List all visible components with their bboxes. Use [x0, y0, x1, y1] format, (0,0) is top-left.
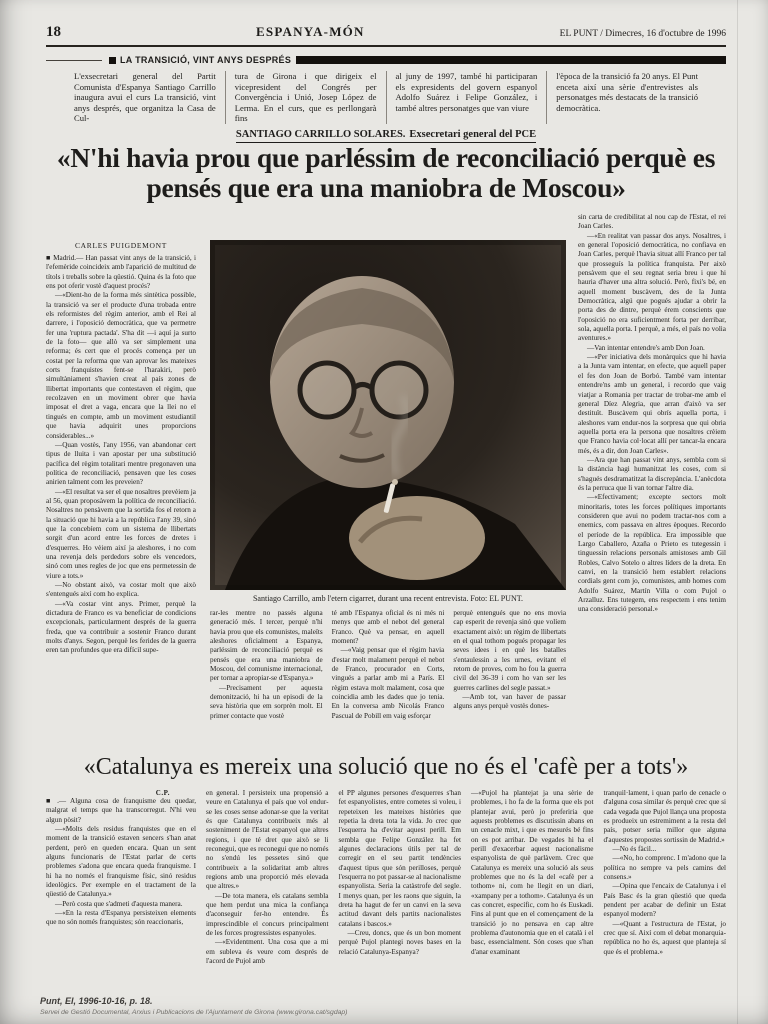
article2-column-5 [604, 789, 727, 1009]
article2-column-3 [339, 789, 462, 1009]
article-middle-columns [210, 609, 566, 735]
article2-column-2 [206, 789, 329, 1009]
photo-figure [210, 240, 566, 609]
article2-column-4-text: —«Pujol ha plantejat ja una sèrie de problemes, i ho fa de la forma que els pot plantejar avui, però jo preferiria que aquests problemes es discutissin abans en un cenacle mixt, i que es mesurés bé fins on es pot arribar. De vegades hi ha el perill d'exacerbar aquest nacionalisme espanyolista de què parlàvem. Crec que Catalunya es mereix una solució als seus problemes que no és la del «cafè per a tothom» ni, com he llegit en un diari, «xampany per a tothom». Catalunya és un cas concret, específic, com ho és Euskadi. Fins al punt que en el començament de la transició jo no pensava en cap altre problema d'autonomia que en el català i el basc, essencialment. Són coses que s'han d'anar examinant [471, 788, 594, 956]
kicker [46, 129, 726, 140]
series-bar [46, 55, 726, 65]
black-square-icon [109, 57, 116, 64]
article2-column-2-text: en general. I persisteix una propensió a veure en Catalunya el país que vol endur-se les coses sense adonar-se que la veritat és que Catalunya contribueix més al sosteniment de l'Estat espanyol que altres regions, i que té dret que això se li reconegui, que es reconegui que no només no s'endú les pessetes sinó que contribueix a la solidaritat amb altres regions amb una proporció més elevada que altres.» —De tota manera, els catalans sembla que hem perdut una mica la confiança d'aconseguir fer-ho entendre. És imprescindible el concurs principalment de les forces progressistes espanyoles. —«Evidentment. Una cosa que a mi em subleva és veure com després de l'acord de Pujol amb [206, 788, 329, 966]
archive-footer [40, 996, 728, 1016]
series-label-text: LA TRANSICIÓ, VINT ANYS DESPRÉS [120, 55, 292, 65]
series-label [109, 55, 291, 65]
byline: CARLES PUIGDEMONT [74, 240, 168, 250]
article2-column-4 [471, 789, 594, 1009]
article-column-1-text: ■ Madrid.— Han passat vint anys de la transició, i l'efemèride coincideix amb l'aparició de multitud de títols i treballs sobre la qüestió. Quina és la foto que ens pot oferir vostè d'aquest procés? —«Dient-ho de la forma més sintètica possible, la transició va ser el producte d'una trobada entre els reformistes del règim anterior, amb el Rei al darrere, i l'oposició democràtica, que va permetre fer una 'ruptura pactada'. S'ha dit —i aquí ja surto de la foto— que allò va ser simplement una reforma; és cert que el procés comença per un costat per la reforma que van aprovar les mateixes corts franquistes fent-se l'harakiri, però simultàniament s'havien creat al país zones de llibertat importants que contestaven el règim, que recolzaven en un moviment obrer que havia imposat el dret a vaga, encara que la llei no el tingués en compte, amb un moviment estudiantil que havia adquirit unes proporcions considerables...» —Quan vostès, l'any 1956, van abandonar cert tipus de lluita i van apostar per una substitució pacífica del règim totalitari mentre pregonaven una política de reconciliació, pensaven que les coses anirien talment com les preveien? —«El resultat va ser el que nosaltres prevèiem ja al 56, quan proposàvem la política de reconciliació. Nosaltres no pensàvem que la sortida fos el retorn a la situació que hi havia a la república l'any 39, sinó que la concebíem com un sistema de llibertats sorgit d'un acord entre les forces de dretes i d'esquerres. Ho vèiem així ja aleshores, i no com una revenja dels perdedors sobre els vencedors, sinó com unes regles de joc que ens permetessin de viure a tots.» —No obstant això, va costar molt que això s'entengués així com ho explica. —«Va costar vint anys. Primer, perquè la dictadura de Franco es va beneficiar de condicions excepcionals, particularment després de la guerra freda, que va contribuir a sostenir Franco durant molts d'anys. Segon, perquè les ferides de la guerra eren tan profundes que era difícil supe- [46, 253, 196, 655]
lead-column-3: al juny de 1997, també hi participaran els expresidents del govern espanyol Adolfo Suárez i Felipe González, i també altres personatges que van viure [387, 71, 548, 124]
article-column-2: rar-les mentre no passés alguna generació més. I tercer, perquè n'hi havia prou que els comunistes, maleïts aleshores oficialment a Espanya, parléssim de reconciliació perquè es pensés que era una maniobra de Moscou, del comunisme internacional, per tornar a apropiar-se d'Espanya.» —Precisament per aquesta demonització, hi ha un episodi de la seva història que em sorprèn molt. El primer contacte que vostè [210, 608, 323, 720]
lead-block [74, 71, 698, 124]
photo-caption: Santiago Carrillo, amb l'etern cigarret, durant una recent entrevista. Foto: EL PUNT. [252, 593, 524, 603]
citation-line: Punt, El, 1996-10-16, p. 18. [40, 996, 153, 1006]
series-black-bar [296, 56, 726, 64]
lead-column-4: l'època de la transició fa 20 anys. El Punt enceta així una sèrie d'entrevistes als personatges més destacats de la transició democràtica. [556, 71, 698, 113]
article-column-5 [578, 213, 726, 746]
article2-body [46, 789, 726, 1009]
article2-column-3-text: el PP algunes persones d'esquerres s'han fet espanyolistes, entre cometes si voleu, i repeteixen les mateixes històries que repetia la dreta tota la vida. Jo crec que l'esquerra ha d'evitar aquest perill. Em sembla que Felipe González ha fet algunes declaracions útils per tal de corregir en el seu partit tendències d'aquest tipus que són perilloses, perquè l'esquerra no pot passar-se al nacionalisme espanyolista. Seria la catàstrofe del segle. I menys quan, per les raons que siguin, la dreta ha hagut de fer un canvi en la seva actitud davant dels partits nacionalistes catalans i bascos.» —Creu, doncs, que és un bon moment perquè Pujol plantegi noves bases en la relació Catalunya-Espanya? [338, 788, 461, 956]
photo-santiago-carrillo [210, 240, 566, 590]
masthead [46, 24, 726, 41]
section-title: ESPANYA-MÓN [256, 24, 365, 39]
lead-column-1: L'exsecretari general del Partit Comunista d'Espanya Santiago Carrillo inaugura avui el curs La transició, vint anys després, que organitza la Casa de Cul- [74, 71, 226, 124]
page-number: 18 [46, 24, 61, 40]
article-middle [210, 213, 566, 746]
article-column-4: perquè entengués que no ens movia cap esperit de revenja sinó que volíem exactament això: un règim de llibertats en el qual tothom pogués propagar les seves idees i en què les batalles s'entaulessin a les urnes, evitant el retorn de proves, com ho fou la guerra civil del 36-39 i com ho van ser les guerres carlines del segle passat.» —Amb tot, van haver de passar alguns anys perquè vostès dones- [453, 608, 566, 711]
kicker-name: SANTIAGO CARRILLO SOLARES. [235, 128, 406, 140]
kicker-text [236, 129, 536, 143]
byline-initials: C.P. [155, 788, 170, 797]
source-line: Servei de Gestió Documental, Arxius i Publicacions de l'Ajuntament de Girona (www.girona.cat/sgdap) [40, 1009, 348, 1016]
secondary-headline: «Catalunya es mereix una solució que no és el 'cafè per a tots'» [83, 753, 689, 780]
kicker-role: Exsecretari general del PCE [409, 128, 537, 140]
article2-column-5-text: tranquil·lament, i quan parlo de cenacle o d'alguna cosa similar és perquè crec que si cada vegada que Pujol llança una proposta es produeix un estremiment a la resta del país, potser seria millor que alguna d'aquestes propostes sortissin de Madrid.» —No és fàcil... —«No, ho comprenc. I m'adono que la política no sempre va pels camins del consens.» —Opina que l'encaix de Catalunya i el País Basc és la gran qüestió que queda pendent per acabar de definir un Estat espanyol modern? —«Quant a l'estructura de l'Estat, jo crec que sí. Així com el debat monarquia-república no ho és, aquest que planteja sí que és el problema.» [603, 788, 726, 956]
article-column-1 [46, 213, 196, 746]
article-column-3: té amb l'Espanya oficial és ni més ni menys que amb el nebot del general Franco. Què va pensar, en aquell moment? —«Vaig pensar que el règim havia d'estar molt malament perquè el nebot de Franco, procurador en Corts, vingués a parlar amb mi a París. El règim estava molt malament, cosa que coincidia amb les dades que jo tenia. En la conversa amb Nicolás Franco Pascual de Pobill em vaig esforçar [331, 608, 445, 720]
article2-column-1-text: ■ .— Alguna cosa de franquisme deu quedar, malgrat el temps que ha transcorregut. N'hi veu algun pòsit? —«Molts dels residus franquistes que en el moment de la transició estaven sencers s'han anat perdent, però en queden encara. Quan un sent alguns funcionaris de l'Estat parlar de certs problemes s'adona que encara queda franquisme. I hi ha no només el franquisme físic, sinó residus ideològics. Per exemple en el tractament de la qüestió de Catalunya.» —Però costa que s'admeti d'aquesta manera. —«En la resta d'Espanya persisteixen elements que no són només franquistes; són reaccionaris, [46, 796, 196, 927]
edition-date: EL PUNT / Dimecres, 16 d'octubre de 1996 [559, 29, 726, 39]
masthead-rule [46, 45, 726, 47]
article2-column-1 [46, 789, 196, 1009]
lead-column-2: tura de Girona i que dirigeix el vicepresident del Congrés per Convergència i Unió, Josep López de Lerma. En el curs, que es perllongarà fins [226, 71, 387, 124]
main-headline: «N'hi havia prou que parléssim de reconciliació perquè es pensés que era una maniobra de Moscou» [56, 141, 716, 203]
article-body [46, 213, 726, 746]
series-lead-rule [46, 60, 102, 61]
article-column-5-text: sin carta de credibilitat al nou cap de l'Estat, el rei Joan Carles. —«En realitat van passar dos anys. Nosaltres, i en general l'oposició democràtica, no confiava en Joan Carles, perquè l'havia situat allí Franco per tal que prosseguís la política franquista. Per això pensàvem que el seu regnat seria breu i que hi hauria d'haver una altra solució. Però, fixi's bé, en aquell moment buscàvem, des de la Junta Democràtica, algú que pogués ajudar a obrir la porta des de dintre, perquè érem conscients que l'oposició no era suficientment forta per derribar, sola, aquella porta. I perquè, a més, el país no volia aventures.» —Van intentar entendre's amb Don Joan. —«Per iniciativa dels monàrquics que hi havia a la Junta vam intentar, en efecte, que aquell paper el fes don Joan de Borbó. També vam intentar entendre'ns amb un general, i recordo que vaig viatjar a Romania per tractar de trobar-me amb el general Díez Alegria, que arran d'això va ser destituït. Buscàvem qui obrís aquella porta, i aleshores vam endur-nos la sorpresa que qui obria aquella porta era la persona que nosaltres crèiem que Franco havia col·locat allí per tancar-la encara més, és a dir, don Joan Carles». —Ara que han passat vint anys, sembla com si la distància hagi humanitzat les coses, com si s'hagués desdramatitzat la discrepància. L'anècdota és la perruca que li van tornar l'altre dia. —«Efectivament; excepte sectors molt minoritaris, totes les forces polítiques importants consideren que avui no podem tractar-nos com a enemics, com passava en altres èpoques. Recordo el període de la república. Era impossible que Largo Caballero, Azaña o Prieto es tutegessin i tinguessin relacions personals amistoses amb Gil Robles, Calvo Sotelo o altres líders de la dreta. En canvi, en la transició hem establert relacions cordials gent com jo, comunistes, amb homes com Adolfo Suárez, Martín Villa o com Pujol o Arzalluz. Ens tutegem, ens respectem i ens tenim una consideració personal.» [578, 212, 726, 614]
